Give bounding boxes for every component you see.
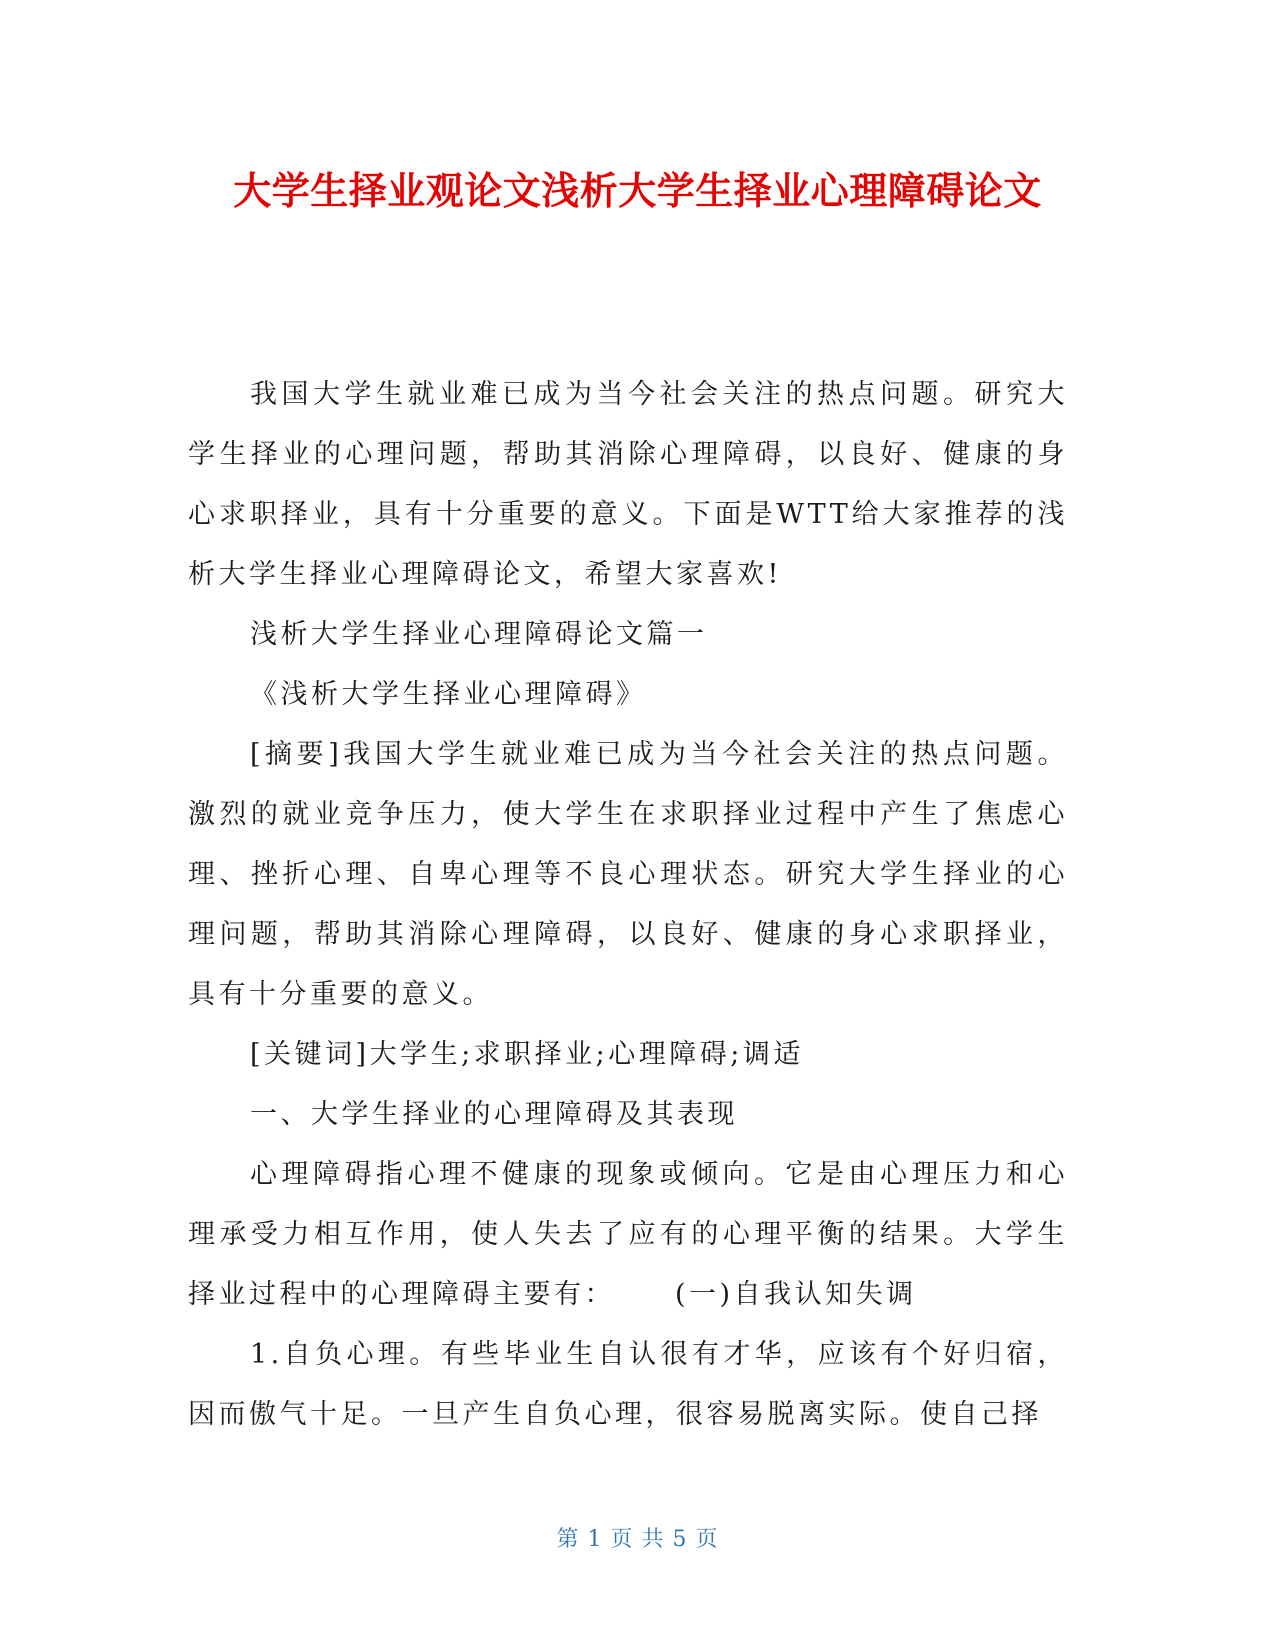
document-body [188,365,1068,1445]
footer-suffix: 页 [695,1527,719,1552]
paragraph-definition-text: 心理障碍指心理不健康的现象或倾向。它是由心理压力和心理承受力相互作用，使人失去了应有的心理平衡的结果。大学生择业过程中的心理障碍主要有： [188,1159,1068,1310]
paragraph-keywords: [关键词]大学生;求职择业;心理障碍;调适 [250,1039,804,1070]
document-title: 大学生择业观论文浅析大学生择业心理障碍论文 [233,169,1042,213]
page-footer [0,1522,1275,1553]
paragraph-intro: 我国大学生就业难已成为当今社会关注的热点问题。研究大学生择业的心理问题，帮助其消除心理障碍，以良好、健康的身心求职择业，具有十分重要的意义。下面是WTT给大家推荐的浅析大学生择业心理障碍论文，希望大家喜欢! [188,379,1068,590]
footer-mid: 页 共 [610,1527,665,1552]
footer-total-pages: 5 [672,1527,688,1552]
footer-prefix: 第 [556,1527,580,1552]
paragraph-heading-one: 一、大学生择业的心理障碍及其表现 [250,1099,738,1130]
paragraph-article-title: 《浅析大学生择业心理障碍》 [250,679,647,710]
paragraph-abstract: [摘要]我国大学生就业难已成为当今社会关注的热点问题。激烈的就业竞争压力，使大学生在求职择业过程中产生了焦虑心理、挫折心理、自卑心理等不良心理状态。研究大学生择业的心理问题，帮助其消除心理障碍，以良好、健康的身心求职择业，具有十分重要的意义。 [188,739,1068,1010]
paragraph-definition [188,1145,1068,1325]
paragraph-section-heading: 浅析大学生择业心理障碍论文篇一 [250,619,708,650]
paragraph-conceit: 1.自负心理。有些毕业生自认很有才华，应该有个好归宿，因而傲气十足。一旦产生自负心理，很容易脱离实际。使自己择 [188,1339,1068,1430]
footer-current-page: 1 [587,1527,603,1552]
subheading-self-cognition: (一)自我认知失调 [675,1279,917,1310]
